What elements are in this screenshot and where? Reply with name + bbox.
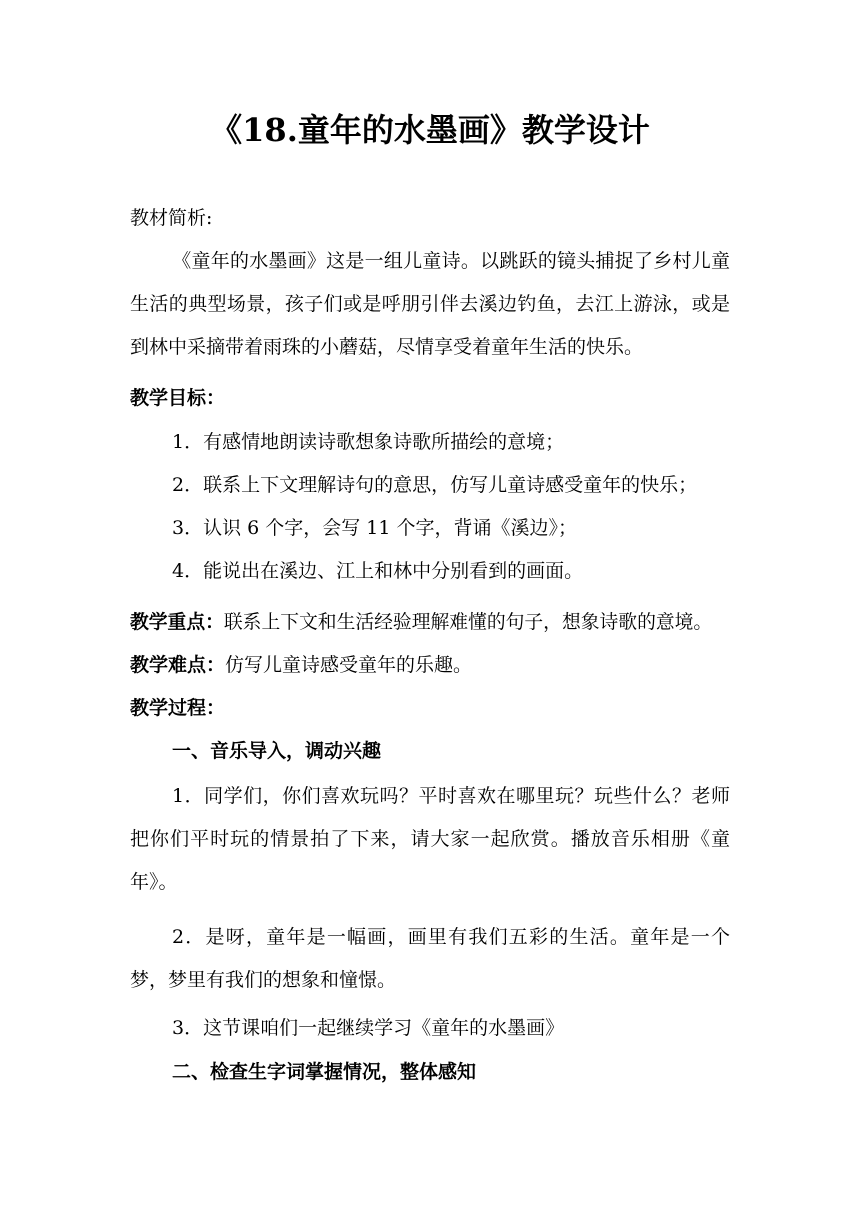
difficulty-label: 教学难点：: [130, 654, 226, 676]
process-part1-item-1: [130, 775, 730, 904]
objective-item-4: 4．能说出在溪边、江上和林中分别看到的画面。: [172, 560, 584, 582]
key-point-text: 联系上下文和生活经验理解难懂的句子，想象诗歌的意境。: [223, 612, 713, 633]
textbook-analysis-text: 《童年的水墨画》这是一组儿童诗。以跳跃的镜头捕捉了乡村儿童生活的典型场景，孩子们或是呼朋引伴去溪边钓鱼，去江上游泳，或是到林中采摘带着雨珠的小蘑菇，尽情享受着童年生活的快乐。: [130, 250, 730, 358]
section-heading-textbook-analysis: 教材简析:: [130, 207, 213, 229]
objective-item-3: 3．认识 6 个字，会写 11 个字，背诵《溪边》；: [172, 517, 578, 539]
process-part1-item-2: [130, 916, 730, 1002]
section-heading-objectives: 教学目标：: [130, 387, 226, 409]
key-point-label: 教学重点：: [130, 611, 224, 633]
objective-item-1: 1．有感情地朗读诗歌想象诗歌所描绘的意境；: [172, 431, 565, 453]
textbook-analysis-paragraph: [130, 240, 730, 369]
difficulty-text: 仿写儿童诗感受童年的乐趣。: [225, 654, 473, 676]
process-part1-heading: 一、音乐导入，调动兴趣: [172, 740, 382, 762]
difficulty-line: [130, 651, 472, 679]
section-heading-process: 教学过程：: [130, 697, 226, 719]
key-point-line: [130, 608, 712, 637]
document-title: 《18.童年的水墨画》教学设计: [210, 111, 650, 149]
objective-item-2: 2．联系上下文理解诗句的意思，仿写儿童诗感受童年的快乐；: [172, 474, 698, 496]
process-part1-item-3: 3．这节课咱们一起继续学习《童年的水墨画》: [172, 1017, 565, 1039]
process-part2-heading: 二、检查生字词掌握情况，整体感知: [172, 1061, 477, 1083]
process-part1-item-1-text: 1．同学们，你们喜欢玩吗？平时喜欢在哪里玩？玩些什么？老师把你们平时玩的情景拍了下来，请大家一起欣赏。播放音乐相册《童年》。: [130, 785, 730, 893]
process-part1-item-2-text: 2．是呀，童年是一幅画，画里有我们五彩的生活。童年是一个梦，梦里有我们的想象和憧憬。: [130, 926, 730, 991]
